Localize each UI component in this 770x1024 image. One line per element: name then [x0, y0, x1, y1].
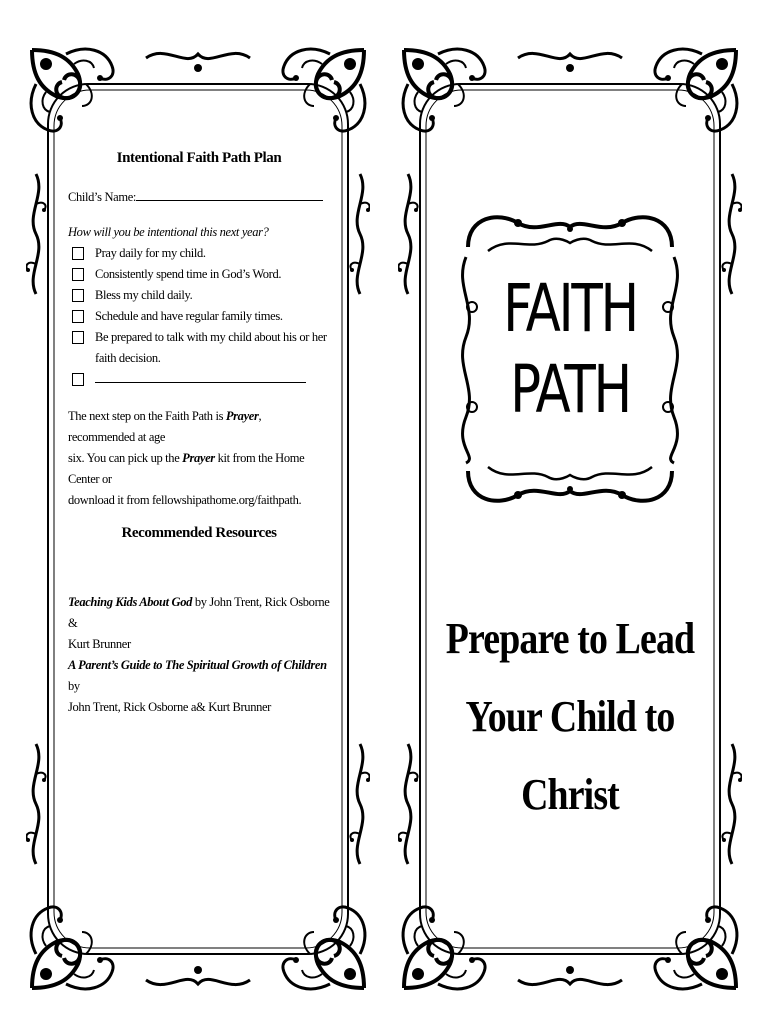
intention-question: How will you be intentional this next year?: [68, 225, 269, 239]
checkbox-icon[interactable]: [72, 331, 84, 344]
checkbox-icon[interactable]: [72, 310, 84, 323]
child-name-label: Child’s Name:: [68, 190, 137, 204]
checklist-item: Bless my child daily.: [68, 285, 330, 306]
left-panel: [26, 44, 370, 994]
ornamental-frame: [398, 44, 742, 994]
next-step-text: The next step on the Faith Path is Prayer, recommended at age six. You can pick up the Prayer kit from the Home Center or download it from fellowshipathome.org/faithpath.: [68, 409, 305, 507]
cover-title-line: Prepare to Lead: [445, 614, 695, 663]
checklist-item: Consistently spend time in God’s Word.: [68, 264, 330, 285]
plan-content: [68, 148, 330, 718]
checklist-item: Schedule and have regular family times.: [68, 306, 330, 327]
checkbox-icon[interactable]: [72, 373, 84, 386]
checklist-item: Be prepared to talk with my child about his or her faith decision.: [68, 327, 330, 369]
child-name-field[interactable]: [136, 187, 323, 201]
child-name-row: [68, 187, 330, 208]
cover-title-line: Your Child to: [465, 692, 675, 741]
logo-path-text: PATH: [510, 351, 630, 428]
checkbox-icon[interactable]: [72, 247, 84, 260]
custom-intention-field[interactable]: [95, 369, 306, 383]
resources-title: Recommended Resources: [121, 525, 277, 541]
faith-path-logo: [458, 207, 682, 511]
resource-item: Teaching Kids About God by John Trent, Rick Osborne & Kurt Brunner A Parent’s Guide to The Spiritual Growth of Children by John Trent, Rick Osborne a& Kurt Brunner: [68, 595, 330, 714]
checkbox-icon[interactable]: [72, 268, 84, 281]
logo-faith-text: FAITH: [503, 270, 637, 347]
cover-title: [439, 600, 700, 834]
checklist-item-custom: [68, 369, 330, 390]
right-panel: [398, 44, 742, 994]
plan-title: Intentional Faith Path Plan: [116, 150, 282, 166]
checkbox-icon[interactable]: [72, 289, 84, 302]
intention-checklist: [68, 243, 330, 390]
cover-title-line: Christ: [521, 770, 619, 819]
checklist-item: Pray daily for my child.: [68, 243, 330, 264]
